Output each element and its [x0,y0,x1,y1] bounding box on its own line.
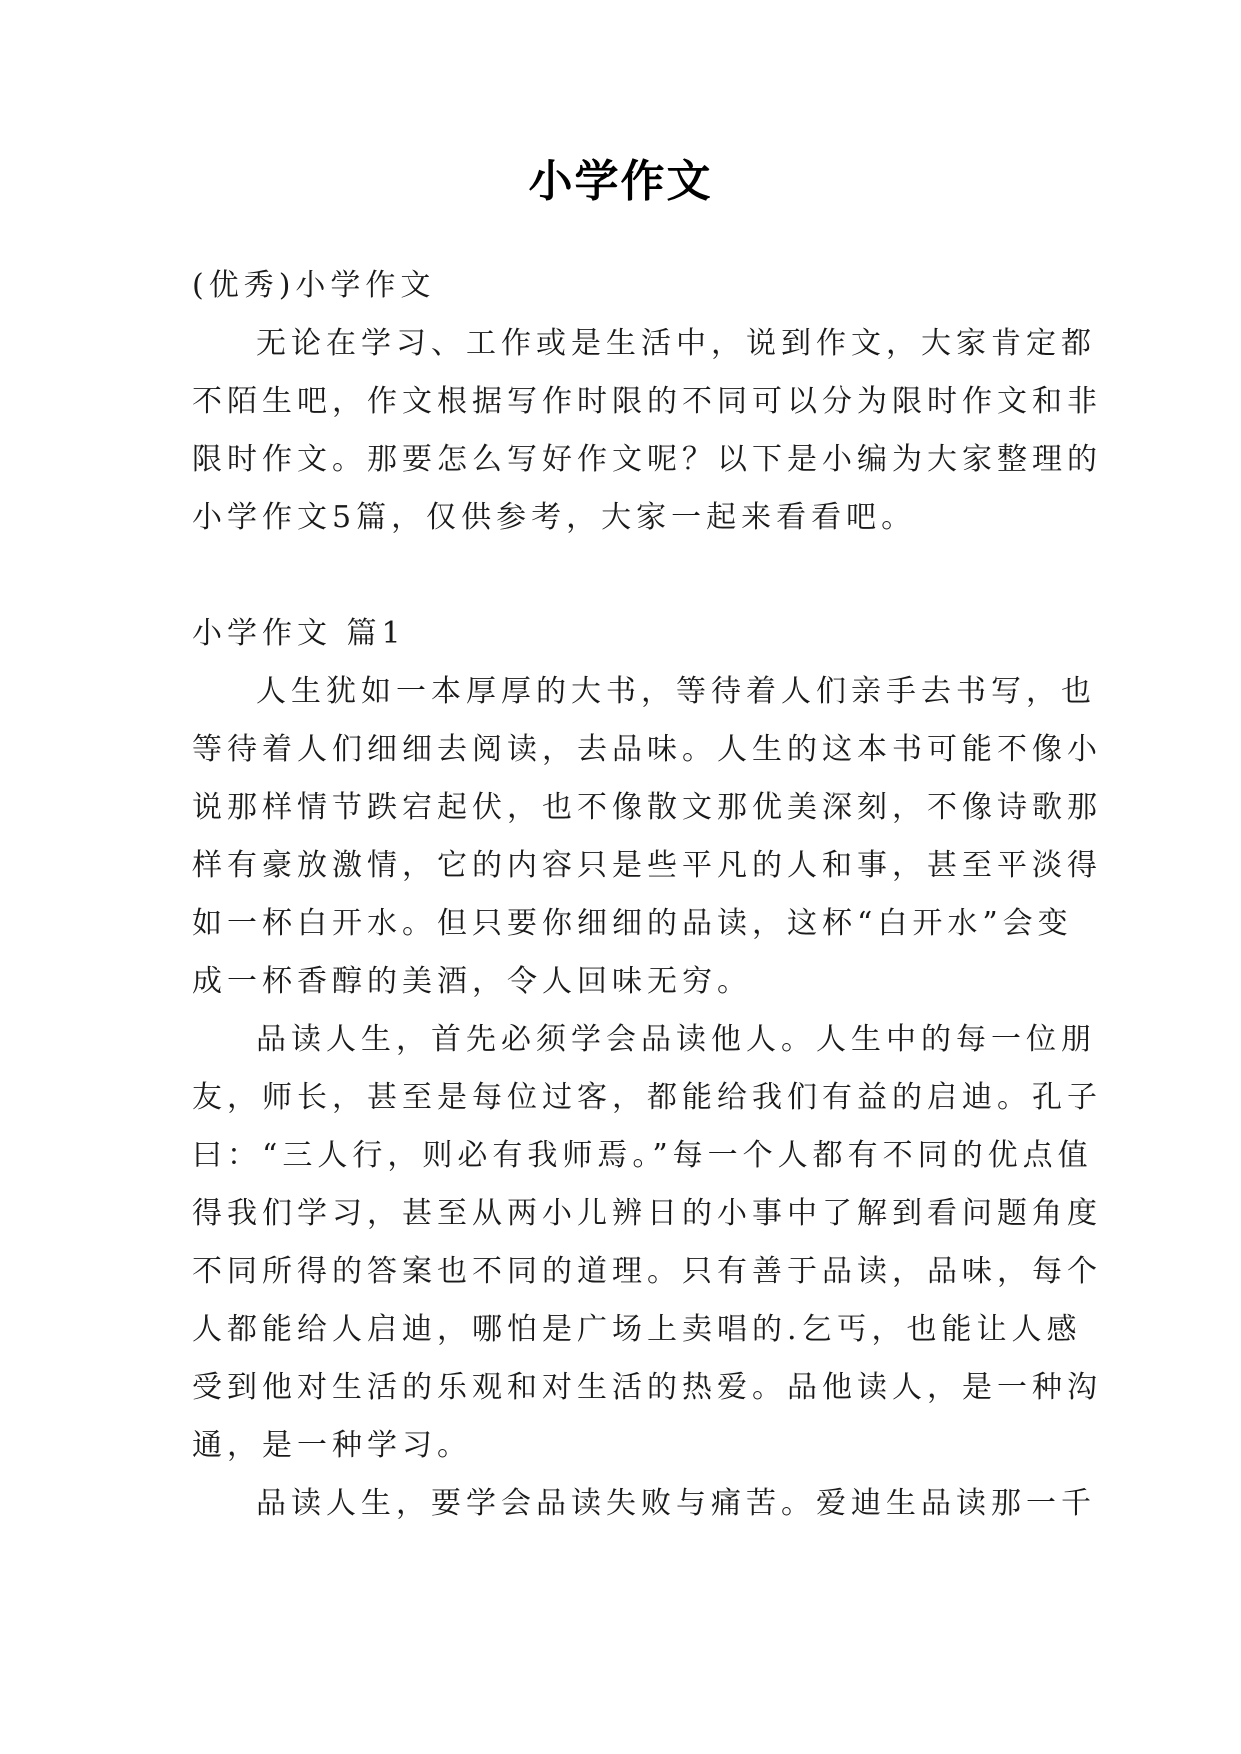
paragraph-2 [192,1011,1102,1475]
paragraph-line: 不陌生吧，作文根据写作时限的不同可以分为限时作文和非 [192,384,1102,419]
document-title: 小学作文 [528,156,713,207]
paragraph-1 [192,663,1102,1011]
paragraph-line: 无论在学习、工作或是生活中，说到作文，大家肯定都 [256,326,1096,361]
paragraph-line: 曰：“三人行，则必有我师焉。”每一个人都有不同的优点值 [192,1138,1093,1173]
paragraph-line: 如一杯白开水。但只要你细细的品读，这杯“白开水”会变 [192,906,1073,941]
document-subtitle: (优秀)小学作文 [192,268,436,303]
paragraph-line: 得我们学习，甚至从两小儿辨日的小事中了解到看问题角度 [192,1196,1102,1231]
paragraph-line: 说那样情节跌宕起伏，也不像散文那优美深刻，不像诗歌那 [192,790,1102,825]
paragraph-line: 等待着人们细细去阅读，去品味。人生的这本书可能不像小 [192,732,1102,767]
paragraph-line: 品读人生，要学会品读失败与痛苦。爱迪生品读那一千 [256,1486,1096,1521]
paragraph-line: 人都能给人启迪，哪怕是广场上卖唱的.乞丐，也能让人感 [192,1312,1082,1347]
paragraph-line: 受到他对生活的乐观和对生活的热爱。品他读人，是一种沟 [192,1370,1102,1405]
paragraph-line: 不同所得的答案也不同的道理。只有善于品读，品味，每个 [192,1254,1102,1289]
paragraph-line: 成一杯香醇的美酒，令人回味无穷。 [192,964,752,999]
paragraph-line: 人生犹如一本厚厚的大书，等待着人们亲手去书写，也 [256,674,1096,709]
paragraph-3 [192,1475,1096,1533]
paragraph-line: 友，师长，甚至是每位过客，都能给我们有益的启迪。孔子 [192,1080,1102,1115]
section-heading: 小学作文 篇1 [192,616,406,651]
blank-line [192,547,1054,605]
document-body [192,257,1102,1533]
paragraph-line: 品读人生，首先必须学会品读他人。人生中的每一位朋 [256,1022,1096,1057]
paragraph-line: 通，是一种学习。 [192,1428,472,1463]
paragraph-line: 小学作文5篇，仅供参考，大家一起来看看吧。 [192,500,917,535]
paragraph-line: 限时作文。那要怎么写好作文呢？以下是小编为大家整理的 [192,442,1102,477]
intro-paragraph [192,315,1102,547]
paragraph-line: 样有豪放激情，它的内容只是些平凡的人和事，甚至平淡得 [192,848,1102,883]
